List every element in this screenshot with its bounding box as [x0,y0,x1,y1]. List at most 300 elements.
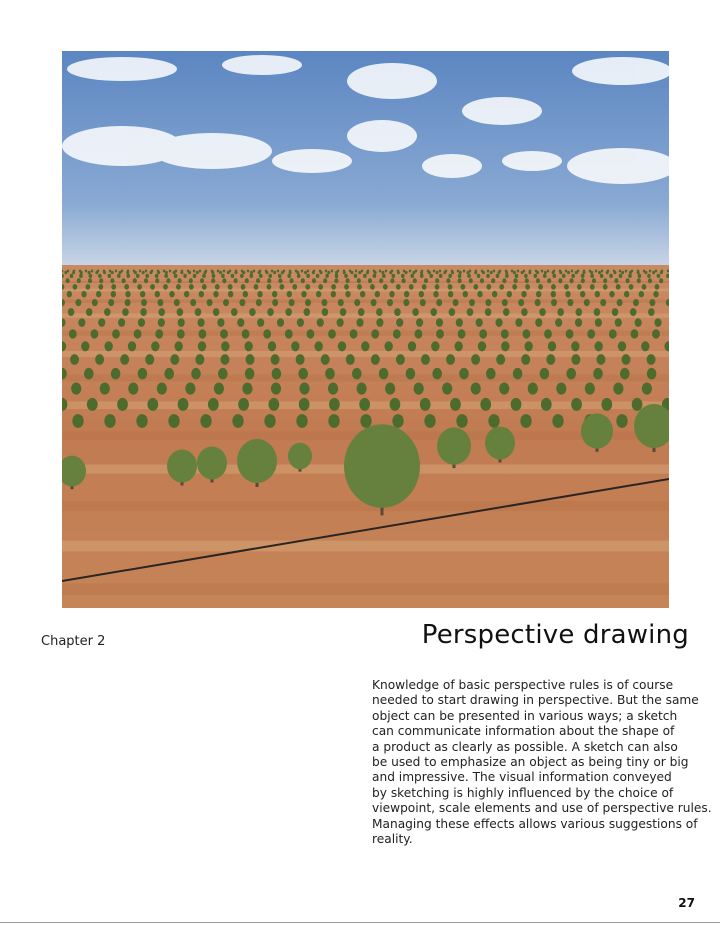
olive-tree [117,398,128,411]
olive-tree [125,299,131,306]
olive-tree [603,284,608,290]
olive-tree [622,354,631,365]
olive-tree [213,308,220,316]
olive-tree [632,398,643,411]
olive-tree [541,398,552,411]
olive-tree [424,278,428,283]
olive-tree [585,382,595,394]
olive-tree [637,278,641,283]
olive-tree [142,271,145,275]
olive-tree [69,329,77,338]
olive-tree [314,341,322,351]
olive-tree [199,329,207,338]
olive-tree [555,318,562,327]
olive-tree [628,274,632,278]
olive-tree [486,274,490,278]
olive-tree [317,318,324,327]
olive-tree [164,368,174,380]
olive-tree [145,270,147,273]
olive-tree [163,270,165,273]
olive-tree [405,271,408,275]
olive-tree [463,291,468,297]
body-line: object can be presented in various ways; a sketch [372,708,678,723]
olive-tree [371,329,379,338]
olive-tree [301,278,305,283]
olive-tree [98,318,105,327]
olive-tree [416,318,423,327]
olive-tree [207,299,213,306]
olive-tree [272,368,282,380]
olive-tree [453,299,459,306]
olive-tree [134,271,137,275]
olive-tree [363,274,367,278]
olive-tree [73,284,78,290]
olive-tree [515,318,522,327]
olive-tree [180,271,183,275]
olive-tree [77,278,81,283]
olive-tree [122,308,129,316]
olive-tree [370,284,375,290]
olive-tree [360,414,371,428]
olive-tree [406,368,416,380]
olive-tree [409,284,414,290]
olive-tree [174,341,182,351]
olive-tree [244,341,252,351]
olive-tree [525,278,529,283]
olive-tree [232,414,243,428]
olive-tree [654,318,661,327]
olive-tree [655,284,660,290]
olive-tree [158,318,165,327]
olive-tree [271,382,281,394]
olive-tree [556,382,566,394]
olive-tree [467,308,474,316]
olive-tree [84,368,94,380]
olive-tree [164,274,168,278]
olive-tree [136,414,147,428]
furrow [62,541,669,552]
olive-tree [118,318,125,327]
olive-tree [528,382,538,394]
olive-tree [188,271,191,275]
olive-tree [271,354,280,365]
olive-tree [558,278,562,283]
olive-tree [630,308,637,316]
olive-tree [415,329,423,338]
olive-tree [565,270,567,273]
olive-tree [456,414,467,428]
olive-tree [163,284,168,290]
body-line: a product as clearly as possible. A sketch can also [372,739,678,754]
olive-tree [110,278,114,283]
olive-tree [552,414,563,428]
olive-tree [246,354,255,365]
olive-tree [436,318,443,327]
olive-tree [279,284,284,290]
olive-tree [595,318,602,327]
olive-tree [155,291,160,297]
olive-tree [536,278,540,283]
olive-tree [655,270,657,273]
olive-tree [439,270,441,273]
olive-tree [631,329,639,338]
olive-tree [571,270,573,273]
body-paragraph [372,678,712,847]
olive-tree [141,299,147,306]
olive-tree [479,329,487,338]
olive-tree [487,270,489,273]
olive-tree [199,291,204,297]
olive-tree [534,274,538,278]
olive-tree [174,299,180,306]
olive-tree [155,278,159,283]
olive-tree [177,308,184,316]
olive-tree [195,308,202,316]
olive-tree [277,318,284,327]
olive-tree [240,274,244,278]
furrow [62,281,669,283]
footer-rule [0,922,720,923]
olive-tree [298,368,308,380]
olive-tree [394,308,401,316]
olive-tree [471,354,480,365]
olive-tree [373,274,377,278]
body-line: needed to start drawing in perspective. But the same [372,693,699,708]
olive-tree [307,329,315,338]
olive-tree [71,382,81,394]
olive-tree [157,271,160,275]
olive-tree [227,271,230,275]
olive-tree [598,271,601,275]
olive-tree [625,270,627,273]
olive-tree [541,270,543,273]
olive-tree [525,284,530,290]
olive-tree [535,299,541,306]
olive-tree [601,270,603,273]
furrow [62,299,669,303]
olive-tree [133,278,137,283]
olive-tree [392,274,396,278]
olive-tree [512,284,517,290]
olive-tree [387,299,393,306]
olive-tree [325,368,335,380]
olive-tree [660,271,663,275]
olive-tree [231,274,235,278]
olive-tree [138,318,145,327]
olive-tree [469,299,475,306]
olive-tree [458,278,462,283]
olive-tree [379,278,383,283]
olive-tree [197,447,227,480]
olive-tree [551,284,556,290]
olive-tree [250,274,254,278]
olive-tree [649,270,651,273]
olive-tree [256,278,260,283]
olive-tree [98,274,102,278]
olive-tree [559,271,562,275]
olive-tree [382,274,386,278]
olive-tree [151,341,159,351]
olive-tree [624,291,629,297]
olive-tree [212,274,216,278]
olive-tree [389,291,394,297]
olive-tree [281,271,284,275]
olive-tree [145,354,154,365]
olive-tree [401,274,405,278]
olive-tree [446,278,450,283]
olive-tree [428,271,431,275]
olive-tree [334,278,338,283]
body-line: and impressive. The visual information conveyed [372,770,672,785]
olive-tree [178,398,189,411]
olive-tree [647,274,651,278]
olive-tree [633,299,639,306]
olive-tree [318,284,323,290]
olive-tree [524,274,528,278]
olive-tree [436,271,439,275]
olive-tree [290,278,294,283]
olive-tree [594,341,602,351]
olive-tree [485,427,515,460]
olive-tree [408,341,416,351]
olive-tree [258,271,261,275]
olive-tree [211,278,215,283]
olive-tree [95,354,104,365]
olive-tree [383,284,388,290]
olive-tree [217,318,224,327]
olive-tree [242,271,245,275]
olive-tree [482,271,485,275]
olive-tree [299,382,309,394]
olive-tree [138,368,148,380]
olive-tree [228,291,233,297]
olive-tree [502,299,508,306]
olive-tree [449,308,456,316]
olive-tree [273,271,276,275]
olive-tree [126,274,130,278]
olive-tree [145,274,149,278]
olive-tree [115,270,117,273]
olive-tree [291,341,299,351]
olive-tree [517,270,519,273]
olive-tree [473,284,478,290]
olive-tree [272,291,277,297]
olive-tree [575,318,582,327]
olive-tree [521,271,524,275]
olive-tree [501,341,509,351]
olive-tree [285,308,292,316]
olive-tree [202,284,207,290]
olive-tree [609,291,614,297]
olive-tree [125,291,130,297]
olive-tree [448,274,452,278]
body-line: be used to emphasize an object as being tiny or big [372,755,689,770]
olive-tree [629,284,634,290]
olive-tree [150,284,155,290]
olive-tree [92,299,98,306]
olive-tree [419,291,424,297]
olive-tree [544,329,552,338]
olive-tree [485,308,492,316]
olive-tree [580,291,585,297]
page-number: 27 [678,896,695,910]
olive-tree [571,354,580,365]
olive-tree [350,329,358,338]
olive-tree [590,271,593,275]
olive-tree [621,271,624,275]
olive-tree [354,299,360,306]
olive-tree [626,278,630,283]
olive-tree [263,329,271,338]
olive-tree [198,341,206,351]
olive-tree [191,368,201,380]
olive-tree [451,271,454,275]
olive-tree [642,284,647,290]
olive-tree [104,308,111,316]
olive-tree [257,318,264,327]
chapter-label: Chapter 2 [41,634,106,649]
olive-tree [346,354,355,365]
olive-tree [551,291,556,297]
olive-tree [278,278,282,283]
olive-tree [289,299,295,306]
olive-tree [241,284,246,290]
olive-tree [321,299,327,306]
olive-tree [337,318,344,327]
olive-tree [157,299,163,306]
olive-tree [231,308,238,316]
olive-tree [256,299,262,306]
olive-tree [376,308,383,316]
olive-tree [571,341,579,351]
olive-tree [197,318,204,327]
olive-tree [469,278,473,283]
olive-tree [491,278,495,283]
olive-tree [86,308,93,316]
olive-tree [600,299,606,306]
olive-tree [412,308,419,316]
olive-tree [139,270,141,273]
olive-tree [443,271,446,275]
olive-tree [356,318,363,327]
olive-tree [196,271,199,275]
olive-tree [480,278,484,283]
olive-tree [183,274,187,278]
olive-tree [189,278,193,283]
olive-tree [228,284,233,290]
olive-tree [307,270,309,273]
olive-tree [538,284,543,290]
olive-tree [78,318,85,327]
olive-tree [639,291,644,297]
olive-tree [435,284,440,290]
olive-tree [253,270,255,273]
olive-tree [437,427,471,464]
olive-tree [501,329,509,338]
olive-tree [616,414,627,428]
olive-tree [497,271,500,275]
olive-tree [581,278,585,283]
olive-tree [64,271,67,275]
olive-tree [422,284,427,290]
olive-tree [486,368,496,380]
olive-tree [134,329,142,338]
olive-tree [546,354,555,365]
olive-tree [376,318,383,327]
olive-tree [496,274,500,278]
olive-tree [652,329,660,338]
olive-tree [513,271,516,275]
olive-tree [421,354,430,365]
olive-tree [590,284,595,290]
olive-tree [592,278,596,283]
olive-tree [463,270,465,273]
olive-tree [644,271,647,275]
olive-tree [128,341,136,351]
olive-tree [448,291,453,297]
olive-tree [237,318,244,327]
olive-tree [486,284,491,290]
olive-tree [103,271,106,275]
olive-tree [220,329,228,338]
olive-tree [492,291,497,297]
olive-tree [474,271,477,275]
olive-tree [567,271,570,275]
olive-tree [217,270,219,273]
olive-tree [128,382,138,394]
olive-tree [221,274,225,278]
olive-tree [629,271,632,275]
olive-tree [147,398,158,411]
olive-tree [490,271,493,275]
olive-grove-photo [62,51,669,608]
olive-tree [536,291,541,297]
olive-tree [431,341,439,351]
olive-tree [104,341,112,351]
olive-tree [577,284,582,290]
olive-tree [238,398,249,411]
olive-tree [433,270,435,273]
olive-tree [620,368,630,380]
olive-tree [595,291,600,297]
olive-tree [648,308,655,316]
olive-tree [122,278,126,283]
olive-tree [653,291,658,297]
olive-tree [413,278,417,283]
olive-tree [202,274,206,278]
olive-tree [219,271,222,275]
olive-tree [331,291,336,297]
olive-tree [503,308,510,316]
olive-tree [618,341,626,351]
olive-tree [245,368,255,380]
olive-tree [243,291,248,297]
olive-tree [528,271,531,275]
olive-tree [384,341,392,351]
olive-tree [287,274,291,278]
olive-tree [120,354,129,365]
olive-tree [218,368,228,380]
olive-tree [111,368,121,380]
olive-tree [539,308,546,316]
olive-tree [267,284,272,290]
olive-tree [239,299,245,306]
olive-tree [439,274,443,278]
olive-tree [111,284,116,290]
olive-tree [213,291,218,297]
olive-tree [189,284,194,290]
body-line: can communicate information about the shape of [372,724,675,739]
